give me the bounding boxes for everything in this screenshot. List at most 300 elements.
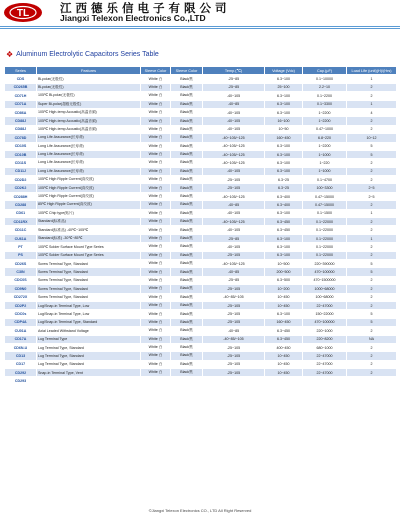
cell-features: Standard(标准品) -40℃~105℃ [37, 226, 141, 234]
cell-voltage: 6.3~100 [265, 159, 303, 167]
cell-sleeve-color: Black黑 [171, 176, 203, 184]
cell-sleeve-color: Black黑 [171, 226, 203, 234]
cell-temp: -40~85 [203, 327, 265, 335]
cell-series: CD11J [5, 167, 37, 175]
cell-capacitance: 1~220 [303, 159, 347, 167]
cell-capacitance: 0.1~10000 [303, 75, 347, 83]
cell-voltage: 6.3~100 [265, 234, 303, 242]
cell-temp: -25~105 [203, 360, 265, 368]
cell-features: 105℃ High Ripple Current(高纹波) [37, 176, 141, 184]
cell-load-life: 10~12 [347, 134, 397, 142]
cell-sleeve-color: White 白 [141, 327, 171, 335]
cell-voltage: 6.3~100 [265, 75, 303, 83]
cell-sleeve-color: White 白 [141, 218, 171, 226]
cell-sleeve-color: Black黑 [171, 201, 203, 209]
cell-sleeve-color: Black黑 [171, 369, 203, 377]
cell-voltage: 6.3~450 [265, 226, 303, 234]
cell-series: CD17A [5, 335, 37, 343]
cell-load-life: 1 [347, 75, 397, 83]
cell-voltage: 10~450 [265, 352, 303, 360]
cell-features: Super Bi-polar(超级无极性) [37, 100, 141, 108]
cell-features: Lug Terminal Type, Standard [37, 360, 141, 368]
cell-load-life: 1 [347, 234, 397, 242]
table-row [5, 92, 397, 100]
table-row [5, 343, 397, 351]
cell-series: CD78D [5, 134, 37, 142]
cell-sleeve-color: White 白 [141, 125, 171, 133]
cell-series: CD288 [5, 201, 37, 209]
cell-sleeve-color: Black黑 [171, 108, 203, 116]
cell-series: CD11RX [5, 218, 37, 226]
cell-voltage: 10~450 [265, 293, 303, 301]
cell-capacitance: 220~1000 [303, 327, 347, 335]
table-row [5, 377, 397, 385]
cell-load-life: NA [347, 335, 397, 343]
cell-sleeve-color: Black黑 [171, 268, 203, 276]
cell-features: 105℃ Solder Surface Mount Type Series [37, 251, 141, 259]
table-row [5, 234, 397, 242]
table-row [5, 75, 397, 83]
table-row [5, 301, 397, 309]
cell-load-life: 5 [347, 150, 397, 158]
cell-sleeve-color: White 白 [141, 150, 171, 158]
cell-capacitance: 0.47~1000 [303, 125, 347, 133]
column-header: Load Life (unit)(H)/(Hrs) [347, 67, 397, 75]
cell-features: 85℃ High Ripple Current(高纹波) [37, 201, 141, 209]
cell-temp: -40~85 [203, 201, 265, 209]
cell-temp: -25~105 [203, 301, 265, 309]
cell-load-life: 2 [347, 285, 397, 293]
cell-voltage: 6.3~400 [265, 201, 303, 209]
cell-load-life: 2 [347, 83, 397, 91]
cell-load-life: 2 [347, 167, 397, 175]
cell-voltage: 6.3~25 [265, 176, 303, 184]
cell-sleeve-color: Black黑 [171, 184, 203, 192]
cell-sleeve-color: White 白 [141, 276, 171, 284]
company-name-cn: 江西德乐信电子有限公司 [60, 1, 231, 15]
cell-features: Screw Terminal Type, Standard [37, 259, 141, 267]
cell-load-life: 2~5 [347, 192, 397, 200]
cell-voltage: 10~450 [265, 360, 303, 368]
cell-load-life: 2 [347, 117, 397, 125]
cell-capacitance: 22~47000 [303, 352, 347, 360]
cell-features: Standard(标准) -30℃~85℃ [37, 234, 141, 242]
cell-sleeve-color: White 白 [141, 134, 171, 142]
cell-features: 105℃ Chip type(贴片) [37, 209, 141, 217]
cell-capacitance [303, 377, 347, 385]
cell-sleeve-color: White 白 [141, 192, 171, 200]
cell-sleeve-color: Black黑 [171, 301, 203, 309]
cell-series: CU01A [5, 327, 37, 335]
cell-features: Screw Terminal Type, Standard [37, 293, 141, 301]
cell-voltage: 6.3~100 [265, 167, 303, 175]
cell-sleeve-color: White 白 [141, 159, 171, 167]
cell-voltage: 25~100 [265, 83, 303, 91]
cell-capacitance: 0.47~15000 [303, 201, 347, 209]
cell-series: CDC0s [5, 310, 37, 318]
cell-voltage: 6.3~25 [265, 184, 303, 192]
cell-series: CD61 [5, 209, 37, 217]
cell-load-life: 5 [347, 142, 397, 150]
cell-sleeve-color: White 白 [141, 293, 171, 301]
table-row [5, 259, 397, 267]
cell-sleeve-color: White 白 [141, 167, 171, 175]
cell-capacitance: 0.1~2200 [303, 92, 347, 100]
cell-load-life: 2 [347, 327, 397, 335]
cell-series: CD88J [5, 125, 37, 133]
cell-temp: -40~85/~105 [203, 293, 265, 301]
table-row [5, 226, 397, 234]
cell-series: CDS [5, 75, 37, 83]
cell-load-life: 5 [347, 318, 397, 326]
cell-capacitance: 470~1500000 [303, 276, 347, 284]
cell-sleeve-color: Black黑 [171, 343, 203, 351]
cell-sleeve-color [171, 377, 203, 385]
cell-voltage: 6.3~450 [265, 335, 303, 343]
column-header: Sleeve Color [141, 67, 171, 75]
cell-sleeve-color: Black黑 [171, 335, 203, 343]
cell-sleeve-color: White 白 [141, 108, 171, 116]
cell-sleeve-color: Black黑 [171, 327, 203, 335]
cell-load-life: 2 [347, 293, 397, 301]
cell-sleeve-color: White 白 [141, 369, 171, 377]
cell-capacitance: 0.1~22000 [303, 243, 347, 251]
cell-sleeve-color: Black黑 [171, 125, 203, 133]
cell-sleeve-color: White 白 [141, 201, 171, 209]
cell-capacitance: 0.1~3300 [303, 100, 347, 108]
cell-series: CD9N0 [5, 285, 37, 293]
series-table [4, 66, 397, 386]
cell-sleeve-color: Black黑 [171, 360, 203, 368]
cell-sleeve-color: Black黑 [171, 318, 203, 326]
column-header: Cap.(μF) [303, 67, 347, 75]
cell-load-life: 5 [347, 310, 397, 318]
cell-sleeve-color: White 白 [141, 209, 171, 217]
cell-voltage: 6.3~400 [265, 192, 303, 200]
cell-features: Snap-in Terminal Type, Vent [37, 369, 141, 377]
cell-voltage: 6.3~100 [265, 108, 303, 116]
cell-load-life: 2 [347, 125, 397, 133]
cell-series: CD26S [5, 259, 37, 267]
cell-series: CDC0S [5, 276, 37, 284]
cell-series: CD71H [5, 92, 37, 100]
cell-capacitance: 0.1~22000 [303, 251, 347, 259]
cell-capacitance: 100~68000 [303, 293, 347, 301]
cell-sleeve-color: Black黑 [171, 285, 203, 293]
table-row [5, 201, 397, 209]
cell-load-life: 5 [347, 268, 397, 276]
cell-sleeve-color: White 白 [141, 117, 171, 125]
cell-capacitance: 0.1~22000 [303, 234, 347, 242]
cell-series: CD10S [5, 142, 37, 150]
cell-sleeve-color: White 白 [141, 268, 171, 276]
cell-capacitance: 1~2200 [303, 117, 347, 125]
table-row [5, 150, 397, 158]
column-header: Temp.(℃) [203, 67, 265, 75]
cell-features: Screw Terminal Type, Standard [37, 276, 141, 284]
cell-features: Lug Terminal Type, Standard [37, 352, 141, 360]
cell-load-life: 2 [347, 301, 397, 309]
cell-features: Standard(标准品) [37, 218, 141, 226]
table-row [5, 335, 397, 343]
cell-temp: -40~105/~125 [203, 259, 265, 267]
table-row [5, 142, 397, 150]
page-title-text: Aluminum Electrolytic Capacitors Series Table [16, 51, 159, 58]
cell-sleeve-color: Black黑 [171, 83, 203, 91]
header-rule [0, 26, 400, 27]
cell-voltage: 6.3~100 [265, 310, 303, 318]
cell-voltage: 400~450 [265, 343, 303, 351]
cell-temp: -40~105/~125 [203, 159, 265, 167]
table-header-row [5, 67, 397, 75]
cell-temp: -25~85 [203, 234, 265, 242]
cell-series: CD288H [5, 192, 37, 200]
logo-text: TL [16, 8, 30, 19]
cell-temp: -40~105 [203, 167, 265, 175]
cell-features: 105℃ High-temp Acoustic(高温音频) [37, 108, 141, 116]
cell-sleeve-color: White 白 [141, 310, 171, 318]
cell-temp: -40~105 [203, 117, 265, 125]
cell-sleeve-color: White 白 [141, 360, 171, 368]
table-row [5, 192, 397, 200]
cell-load-life: 2 [347, 201, 397, 209]
cell-series: CD292 [5, 369, 37, 377]
cell-features: Long Life Assurance(长寿命) [37, 150, 141, 158]
cell-temp: -25~105 [203, 310, 265, 318]
table-row [5, 125, 397, 133]
table-row [5, 159, 397, 167]
cell-capacitance: 1~2200 [303, 108, 347, 116]
cell-load-life [347, 377, 397, 385]
column-header: Voltage (Vdc) [265, 67, 303, 75]
column-header: Sleeve Color [171, 67, 203, 75]
cell-load-life: 2 [347, 176, 397, 184]
cell-series: CD6N-U [5, 343, 37, 351]
cell-sleeve-color: Black黑 [171, 276, 203, 284]
cell-features: Lug/Snap-in Terminal Type, Low [37, 310, 141, 318]
cell-series: PS [5, 251, 37, 259]
cell-voltage: 10~500 [265, 259, 303, 267]
cell-sleeve-color: White 白 [141, 176, 171, 184]
cell-sleeve-color [141, 377, 171, 385]
table-row [5, 369, 397, 377]
cell-temp: -40~105 [203, 226, 265, 234]
cell-capacitance: 0.1~22000 [303, 218, 347, 226]
cell-temp: -25~85 [203, 276, 265, 284]
cell-sleeve-color: Black黑 [171, 117, 203, 125]
cell-capacitance: 1~1000 [303, 167, 347, 175]
cell-series: CD11S [5, 159, 37, 167]
cell-voltage: 10~200 [265, 285, 303, 293]
cell-load-life: 2 [347, 369, 397, 377]
cell-voltage: 6.3~100 [265, 100, 303, 108]
table-row [5, 360, 397, 368]
cell-sleeve-color: Black黑 [171, 352, 203, 360]
cell-capacitance: 22~47000 [303, 301, 347, 309]
cell-load-life: 2 [347, 159, 397, 167]
cell-features: 105℃ High Ripple Current(高纹波) [37, 184, 141, 192]
cell-temp: -40~105/~125 [203, 134, 265, 142]
cell-features: Long Life Assurance(长寿命) [37, 159, 141, 167]
cell-voltage: 6.3~450 [265, 327, 303, 335]
cell-temp: -25~105 [203, 176, 265, 184]
cell-voltage: 6.3~100 [265, 251, 303, 259]
cell-series: CD11C [5, 226, 37, 234]
cell-load-life: 2 [347, 276, 397, 284]
cell-load-life: 1 [347, 209, 397, 217]
cell-series: CD86A [5, 108, 37, 116]
cell-temp: -40~105 [203, 92, 265, 100]
cell-temp: -40~105/~125 [203, 192, 265, 200]
cell-capacitance: 150~22000 [303, 310, 347, 318]
cell-capacitance: 0.1~22000 [303, 226, 347, 234]
cell-features: 105℃ High Ripple Current(高纹波) [37, 192, 141, 200]
cell-series: CU61A [5, 234, 37, 242]
cell-features: Bi-polar(无极性) [37, 75, 141, 83]
cell-capacitance: 470~100000 [303, 268, 347, 276]
cell-temp [203, 377, 265, 385]
cell-sleeve-color: White 白 [141, 184, 171, 192]
cell-capacitance: 22~47000 [303, 369, 347, 377]
cell-sleeve-color: Black黑 [171, 209, 203, 217]
cell-sleeve-color: Black黑 [171, 142, 203, 150]
cell-capacitance: 0.1~1500 [303, 209, 347, 217]
cell-features: Long Life Assurance(长寿命) [37, 142, 141, 150]
cell-series: CD2D2 [5, 176, 37, 184]
cell-temp: -40~105 [203, 209, 265, 217]
cell-sleeve-color: White 白 [141, 343, 171, 351]
cell-load-life: 2 [347, 218, 397, 226]
cell-series: CD13 [5, 352, 37, 360]
cell-temp: -25~105 [203, 184, 265, 192]
cell-voltage: 6.3~100 [265, 92, 303, 100]
cell-sleeve-color: Black黑 [171, 100, 203, 108]
table-row [5, 167, 397, 175]
cell-capacitance: 22~47000 [303, 360, 347, 368]
cell-voltage: 6.3~100 [265, 209, 303, 217]
four-diamond-icon: ❖ [6, 50, 14, 59]
cell-load-life: 2 [347, 360, 397, 368]
table-row [5, 243, 397, 251]
cell-features: Lug Terminal Type, Standard [37, 343, 141, 351]
cell-sleeve-color: White 白 [141, 335, 171, 343]
cell-capacitance: 100~3300 [303, 184, 347, 192]
cell-features: Axial Leaded Withstand Voltage [37, 327, 141, 335]
cell-sleeve-color: White 白 [141, 142, 171, 150]
cell-features: 105℃ Solder Surface Mount Type Series [37, 243, 141, 251]
cell-sleeve-color: Black黑 [171, 167, 203, 175]
cell-temp: -25~105 [203, 369, 265, 377]
table-row [5, 83, 397, 91]
cell-sleeve-color: White 白 [141, 243, 171, 251]
cell-temp: -40~85 [203, 100, 265, 108]
cell-capacitance: 1000~68000 [303, 285, 347, 293]
cell-load-life: 2 [347, 226, 397, 234]
cell-capacitance: 2.2~10 [303, 83, 347, 91]
cell-temp: -25~85 [203, 83, 265, 91]
cell-sleeve-color: Black黑 [171, 259, 203, 267]
cell-load-life: 2 [347, 352, 397, 360]
cell-load-life: 2~5 [347, 184, 397, 192]
cell-series: PT [5, 243, 37, 251]
cell-load-life: 2 [347, 343, 397, 351]
cell-sleeve-color: Black黑 [171, 218, 203, 226]
table-row [5, 276, 397, 284]
column-header: Series [5, 67, 37, 75]
cell-temp: -25~105 [203, 343, 265, 351]
cell-series: CD2K2 [5, 184, 37, 192]
cell-sleeve-color: White 白 [141, 251, 171, 259]
cell-temp: -25~105 [203, 318, 265, 326]
table-row [5, 327, 397, 335]
cell-series: CD265B [5, 83, 37, 91]
cell-features: 105℃ High-temp Acoustic(高温音频) [37, 117, 141, 125]
cell-capacitance: 220~390000 [303, 259, 347, 267]
page-header [0, 0, 400, 26]
cell-sleeve-color: Black黑 [171, 234, 203, 242]
cell-sleeve-color: White 白 [141, 75, 171, 83]
cell-temp: -40~105 [203, 125, 265, 133]
cell-sleeve-color: Black黑 [171, 243, 203, 251]
cell-voltage: 6.3~100 [265, 150, 303, 158]
cell-temp: -25~105 [203, 251, 265, 259]
cell-load-life: 2 [347, 251, 397, 259]
header-rule-secondary [0, 28, 400, 29]
table-row [5, 209, 397, 217]
cell-sleeve-color: White 白 [141, 318, 171, 326]
cell-sleeve-color: Black黑 [171, 150, 203, 158]
cell-features: Lug/Snap-in Terminal Type, Standard [37, 318, 141, 326]
cell-series: CD10B [5, 150, 37, 158]
cell-load-life: 4 [347, 108, 397, 116]
cell-capacitance: 470~100000 [303, 318, 347, 326]
cell-voltage: 6.3~100 [265, 243, 303, 251]
cell-sleeve-color: White 白 [141, 83, 171, 91]
cell-sleeve-color: White 白 [141, 100, 171, 108]
table-row [5, 310, 397, 318]
cell-series: CD293 [5, 377, 37, 385]
cell-voltage: 16~100 [265, 117, 303, 125]
cell-sleeve-color: White 白 [141, 285, 171, 293]
cell-sleeve-color: Black黑 [171, 293, 203, 301]
cell-series: CD2P2 [5, 301, 37, 309]
cell-voltage: 160~450 [265, 318, 303, 326]
cell-sleeve-color: White 白 [141, 352, 171, 360]
cell-series: CD272X [5, 293, 37, 301]
table-row [5, 218, 397, 226]
cell-voltage: 10~450 [265, 369, 303, 377]
table-row [5, 108, 397, 116]
cell-capacitance: 0.47~15000 [303, 192, 347, 200]
table-row [5, 268, 397, 276]
cell-sleeve-color: White 白 [141, 92, 171, 100]
cell-voltage: 10~50 [265, 125, 303, 133]
cell-load-life: 2 [347, 243, 397, 251]
cell-sleeve-color: White 白 [141, 226, 171, 234]
table-row [5, 134, 397, 142]
table-row [5, 184, 397, 192]
cell-capacitance: 680~1000 [303, 343, 347, 351]
cell-capacitance: 0.1~4700 [303, 176, 347, 184]
cell-capacitance: 6.8~220 [303, 134, 347, 142]
table-body [5, 75, 397, 385]
table-row [5, 251, 397, 259]
cell-temp: -25~105 [203, 285, 265, 293]
cell-features: Screw Terminal Type, Standard [37, 285, 141, 293]
cell-load-life: 1 [347, 100, 397, 108]
cell-features: Screw Terminal Type, Standard [37, 268, 141, 276]
cell-features: Long Life Assurance(长寿命) [37, 134, 141, 142]
